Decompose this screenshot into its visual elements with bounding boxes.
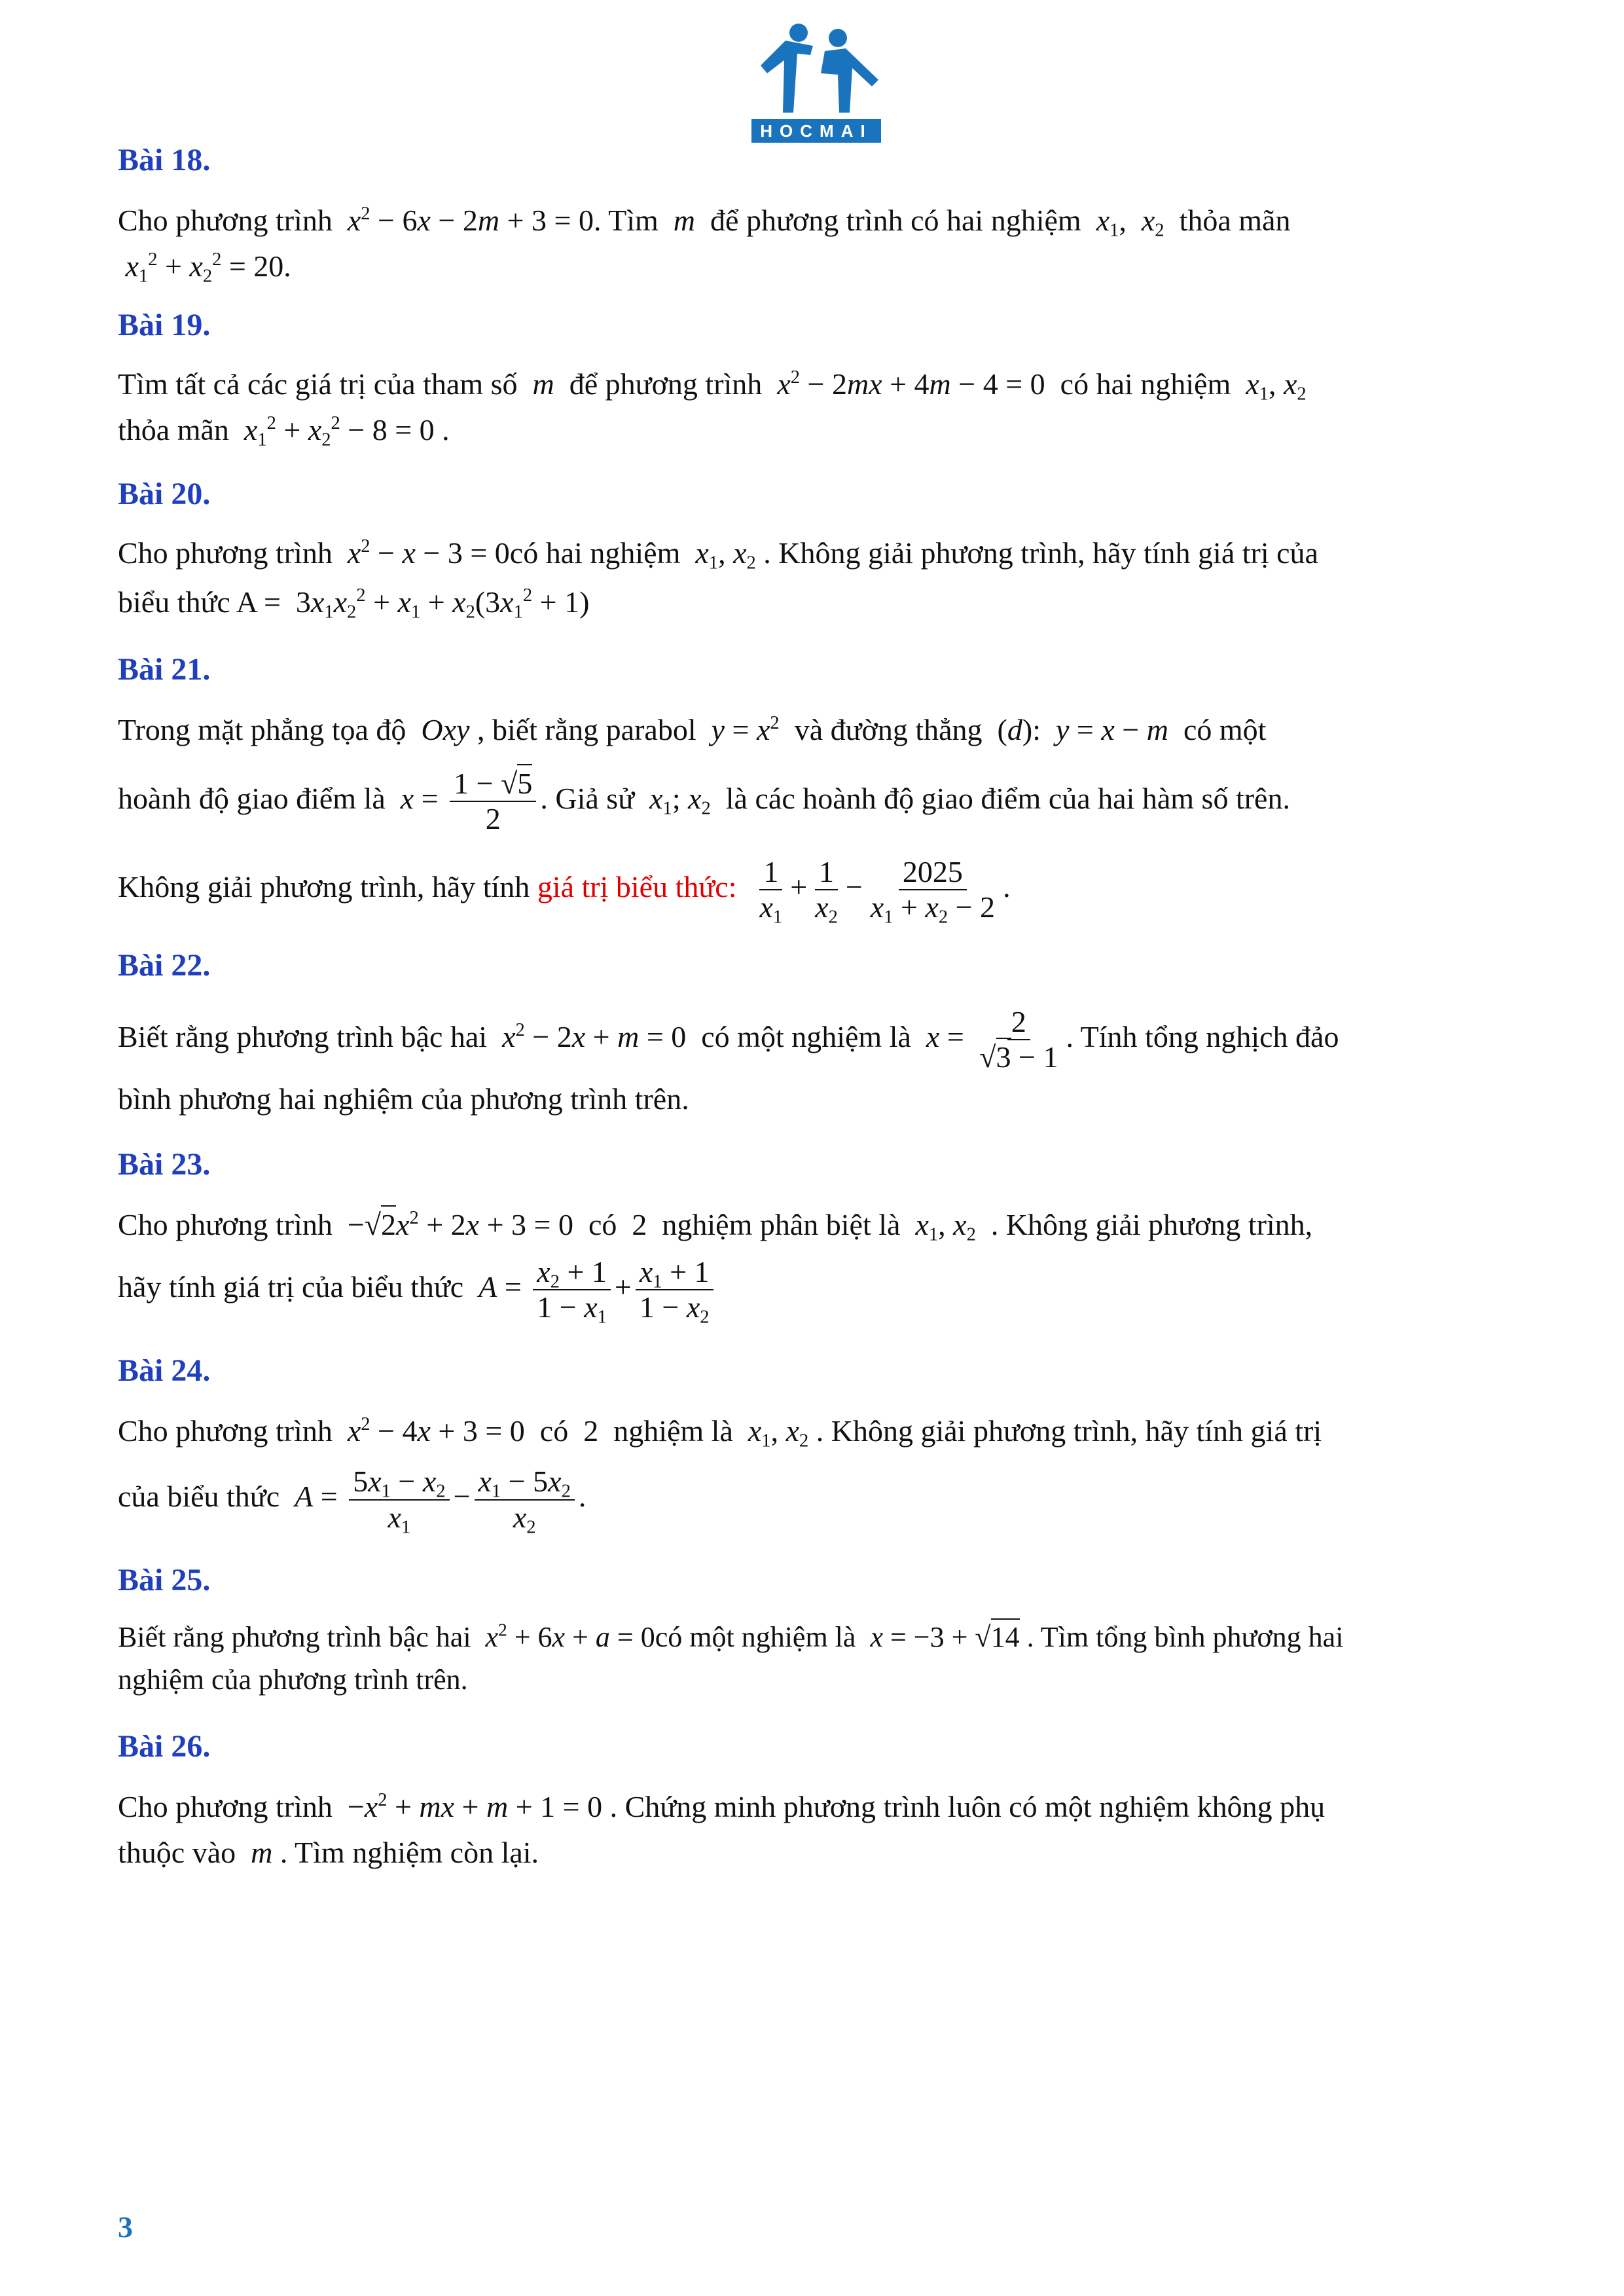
problem-text: thỏa mãn $x_1^2 + x_2^2 - 8 = 0$ .: [118, 412, 450, 450]
problem-22: [118, 946, 1519, 1119]
problem-24: [118, 1351, 1519, 1536]
logo-wordmark: HOCMAI: [751, 119, 881, 143]
problem-title: Bài 19.: [118, 308, 211, 342]
problem-26: [118, 1727, 1519, 1872]
problem-25: [118, 1561, 1519, 1700]
problem-18: [118, 141, 1519, 286]
problem-text: Biết rằng phương trình bậc hai $x^2 - 2x + m = 0$ có một nghiệm là x = $\frac{2}{√3 - 1}$ . Tính tổng nghịch đảo: [118, 1004, 1339, 1074]
problem-list: [118, 141, 1519, 1872]
problem-text: Trong mặt phẳng tọa độ Oxy , biết rằng parabol $y = x^2$ và đường thẳng (d): y = x − m có một: [118, 712, 1267, 746]
problem-text: Biết rằng phương trình bậc hai $x^2 + 6x + a$ = 0có một nghiệm là x = −3 + √14 . Tìm tổng bình phương hai: [118, 1614, 1519, 1660]
highlighted-phrase: giá trị biểu thức: [537, 870, 729, 903]
problem-title: Bài 18.: [118, 143, 211, 177]
problem-title: Bài 24.: [118, 1353, 211, 1389]
problem-title: Bài 26.: [118, 1729, 211, 1764]
problem-text: của biểu thức A = $\frac{5x_1 - x_2}{x_1}$ − $\frac{x_1 - 5x_2}{x_2}$ .: [118, 1464, 586, 1538]
page-number: 3: [118, 2210, 133, 2244]
hocmai-logo: [748, 14, 885, 139]
problem-text: Cho phương trình $x^2 - x - 3$ = 0có hai nghiệm $x_1$, $x_2$ . Không giải phương trình, hãy tính giá trị của: [118, 536, 1318, 574]
problem-title: Bài 22.: [118, 948, 211, 983]
problem-text: $x_1^2 + x_2^2 = 20$.: [125, 249, 291, 287]
problem-text: hãy tính giá trị của biểu thức A = $\frac{x_2 + 1}{1 - x_1}$ + $\frac{x_1 + 1}{1 - x_2}$: [118, 1251, 1519, 1325]
problem-text: thuộc vào m . Tìm nghiệm còn lại.: [118, 1836, 539, 1870]
problem-text: Cho phương trình $x^2 - 4x + 3 = 0$ có 2 nghiệm là $x_1$, $x_2$ . Không giải phương trình, hãy tính giá trị: [118, 1414, 1322, 1451]
problem-title: Bài 25.: [118, 1563, 211, 1598]
problem-text: Cho phương trình $-x^2$ + mx + m + 1 = 0 . Chứng minh phương trình luôn có một nghiệm không phụ: [118, 1790, 1326, 1824]
problem-title: Bài 20.: [118, 477, 211, 511]
problem-20: [118, 475, 1519, 625]
logo-figures-icon: [748, 14, 885, 119]
problem-23: [118, 1145, 1519, 1328]
problem-title: Bài 21.: [118, 652, 211, 687]
problem-text: hoành độ giao điểm là x = $\frac{1 - √5}{2}$ . Giả sử $x_1$; $x_2$ là các hoành độ giao điểm của hai hàm số trên.: [118, 756, 1519, 841]
problem-text: bình phương hai nghiệm của phương trình trên.: [118, 1082, 689, 1116]
problem-text: biểu thức $A = 3x_1x_2^2 + x_1 + x_2(3x_1^2 + 1)$: [118, 585, 590, 623]
problem-text: Tìm tất cả các giá trị của tham số m để phương trình $x^2 - 2mx + 4m - 4 = 0$ có hai nghiệm $x_1$, $x_2$: [118, 367, 1307, 405]
problem-text: Cho phương trình $x^2 - 6x - 2m + 3 = 0$. Tìm m để phương trình có hai nghiệm $x_1$, $x_2$ thỏa mãn: [118, 203, 1291, 241]
problem-text: Không giải phương trình, hãy tính giá trị biểu thức: $\frac{1}{x_1}$ + $\frac{1}{x_2}$ − $\frac{2025}{x_1 + x_2 - 2}$ .: [118, 854, 1011, 928]
problem-text: Cho phương trình $-√2x^2 + 2x + 3 = 0$ có 2 nghiệm phân biệt là $x_1$, $x_2$ . Không giải phương trình,: [118, 1199, 1519, 1251]
problem-19: [118, 306, 1519, 450]
problem-title: Bài 23.: [118, 1147, 211, 1182]
problem-text: nghiệm của phương trình trên.: [118, 1664, 468, 1696]
problem-21: [118, 650, 1519, 933]
